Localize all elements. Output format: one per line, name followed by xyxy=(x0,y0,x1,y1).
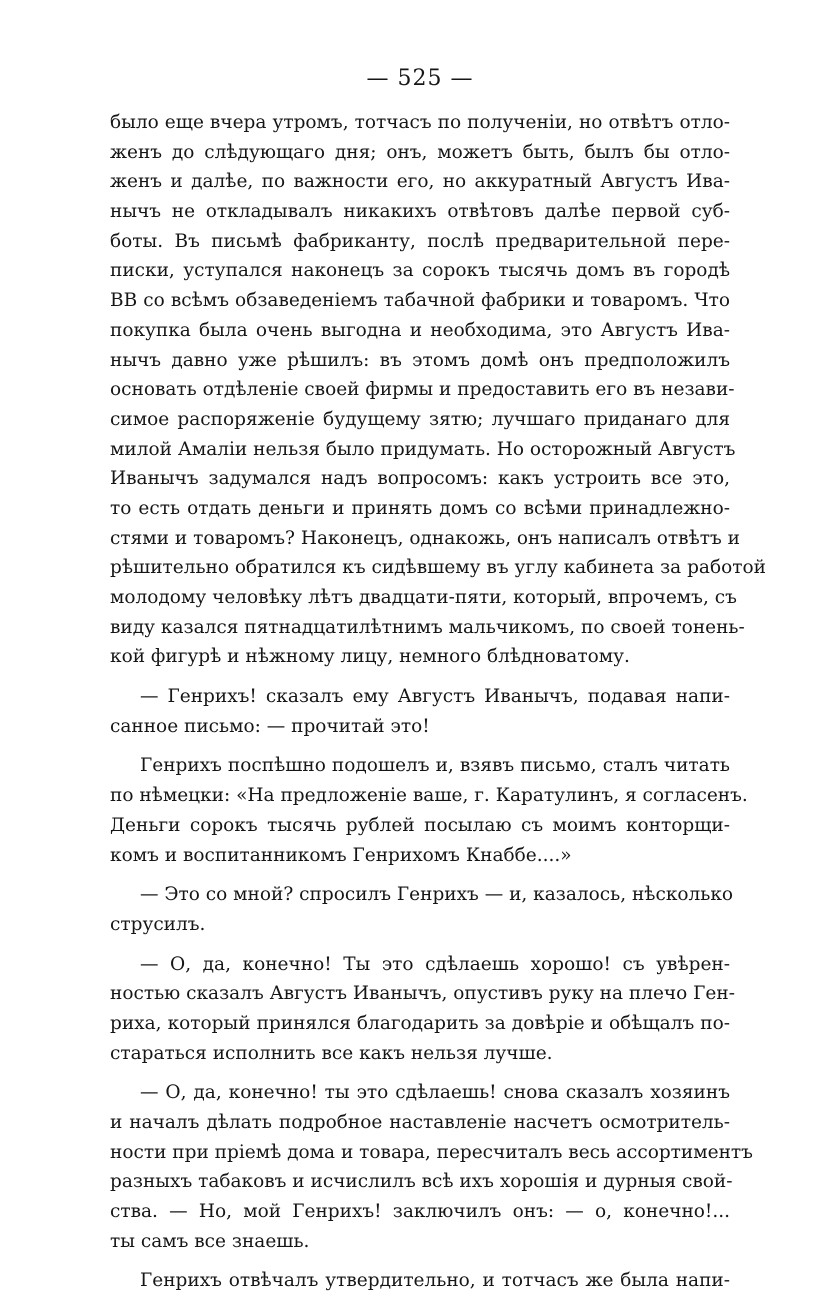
text-line: струсилъ. xyxy=(110,913,206,935)
paragraph-gap xyxy=(110,741,730,751)
text-line: нычъ давно уже рѣшилъ: въ этомъ домѣ онъ предположилъ xyxy=(110,349,730,371)
text-line: ностью сказалъ Августъ Иванычъ, опустивъ руку на плечо Ген- xyxy=(110,983,735,1005)
text-line: писки, уступался наконецъ за сорокъ тысячь домъ въ городѣ xyxy=(110,260,730,282)
text-line: и началъ дѣлать подробное наставленіе насчетъ осмотритель- xyxy=(110,1112,730,1133)
paragraph-gap xyxy=(110,940,730,950)
text-line: риха, который принялся благодарить за довѣріе и обѣщалъ по- xyxy=(110,1012,730,1034)
text-line: — Генрихъ! сказалъ ему Августъ Иванычъ, подавая напи- xyxy=(140,686,730,708)
text-line: Генрихъ поспѣшно подошелъ и, взявъ письмо, сталъ читать xyxy=(140,755,730,777)
paragraph-gap xyxy=(110,870,730,880)
paragraph-gap xyxy=(110,1256,730,1266)
text-line: по нѣмецки: «На предложеніе ваше, г. Каратулинъ, я согласенъ. xyxy=(110,785,748,807)
text-line: ты самъ все знаешь. xyxy=(110,1230,310,1252)
text-line: кой фигурѣ и нѣжному лицу, немного блѣдноватому. xyxy=(110,646,630,668)
paragraph xyxy=(110,108,766,672)
text-line: основать отдѣленіе своей фирмы и предоставить его въ незави- xyxy=(110,379,735,401)
text-line: — Это со мной? спросилъ Генрихъ — и, казалось, нѣсколько xyxy=(140,884,734,906)
text-line: нычъ не откладывалъ никакихъ отвѣтовъ далѣе первой суб- xyxy=(110,201,730,223)
text-line: покупка была очень выгодна и необходима, это Августъ Ива- xyxy=(110,319,730,341)
text-line: стараться исполнить все какъ нельзя лучше. xyxy=(110,1042,553,1064)
text-line: стями и товаромъ? Наконецъ, однакожь, онъ написалъ отвѣтъ и xyxy=(110,527,740,549)
text-line: молодому человѣку лѣтъ двадцати-пяти, который, впрочемъ, съ xyxy=(110,587,737,608)
text-line: виду казался пятнадцатилѣтнимъ мальчикомъ, по своей тонень- xyxy=(110,616,745,638)
paragraph xyxy=(110,1266,730,1296)
text-line: было еще вчера утромъ, тотчасъ по полученіи, но отвѣтъ отло- xyxy=(110,112,730,133)
text-line: милой Амаліи нельзя было придумать. Но осторожный Августъ xyxy=(110,438,736,460)
paragraph xyxy=(110,1078,753,1256)
text-line: Деньги сорокъ тысячь рублей посылаю съ моимъ конторщи- xyxy=(110,814,730,836)
text-line: то есть отдать деньги и принять домъ со всѣми принадлежно- xyxy=(110,497,730,519)
text-line: Генрихъ отвѣчалъ утвердительно, и тотчасъ же была напи- xyxy=(140,1270,730,1292)
text-body xyxy=(110,108,766,1296)
paragraph-gap xyxy=(110,1068,730,1078)
text-line: Иванычъ задумался надъ вопросомъ: какъ устроить все это, xyxy=(110,468,730,490)
page-number: — 525 — xyxy=(366,66,474,91)
paragraph-gap xyxy=(110,672,730,682)
text-line: ства. — Но, мой Генрихъ! заключилъ онъ: — о, конечно!... xyxy=(110,1201,730,1223)
text-line: боты. Въ письмѣ фабриканту, послѣ предварительной пере- xyxy=(110,230,730,252)
text-line: ности при пріемѣ дома и товара, пересчиталъ весь ассортиментъ xyxy=(110,1141,753,1163)
text-line: женъ и далѣе, по важности его, но аккуратный Августъ Ива- xyxy=(110,171,730,193)
paragraph xyxy=(110,880,734,939)
text-line: разныхъ табаковъ и исчислилъ всѣ ихъ хорошія и дурныя свой- xyxy=(110,1171,733,1193)
text-line: женъ до слѣдующаго дня; онъ, можетъ быть, былъ бы отло- xyxy=(110,141,730,163)
text-line: — О, да, конечно! ты это сдѣлаешь! снова сказалъ хозяинъ xyxy=(140,1082,730,1104)
paragraph xyxy=(110,950,735,1069)
text-line: ВВ со всѣмъ обзаведеніемъ табачной фабрики и товаромъ. Что xyxy=(110,290,730,312)
paragraph xyxy=(110,751,748,870)
text-line: санное письмо: — прочитай это! xyxy=(110,715,430,737)
text-line: комъ и воспитанникомъ Генрихомъ Кнаббе....» xyxy=(110,844,572,866)
text-line: симое распоряженіе будущему зятю; лучшаго приданаго для xyxy=(110,408,730,430)
paragraph xyxy=(110,682,730,741)
text-line: рѣшительно обратился къ сидѣвшему въ углу кабинета за работой xyxy=(110,557,766,579)
text-line: — О, да, конечно! Ты это сдѣлаешь хорошо! съ увѣрен- xyxy=(140,953,730,975)
